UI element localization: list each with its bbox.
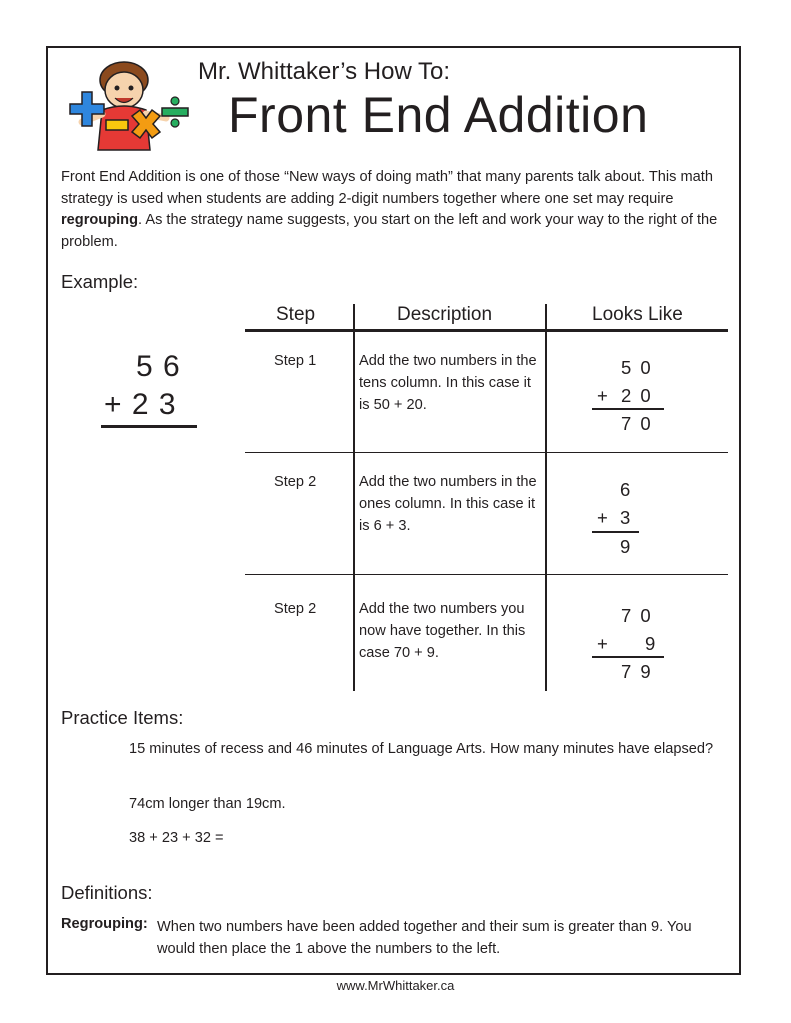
looks-like-top: 7 0 xyxy=(621,605,651,626)
looks-like-operator: + xyxy=(597,507,608,528)
definition-term: Regrouping: xyxy=(61,916,148,932)
looks-like-sum-line xyxy=(592,408,664,410)
table-row-step: Step 2 xyxy=(274,601,317,617)
page-kicker: Mr. Whittaker’s How To: xyxy=(198,58,451,85)
table-header-step: Step xyxy=(276,304,316,325)
practice-item: 74cm longer than 19cm. xyxy=(129,796,286,812)
table-divider-left xyxy=(353,304,355,691)
example-sum-line xyxy=(101,425,197,428)
looks-like-bottom: 2 0 xyxy=(621,385,651,406)
looks-like-sum-line xyxy=(592,656,664,658)
page-title: Front End Addition xyxy=(228,87,649,143)
example-bottom-number: + 2 3 xyxy=(104,388,177,421)
looks-like-operator: + xyxy=(597,633,608,654)
footer-url: www.MrWhittaker.ca xyxy=(336,978,455,993)
example-heading: Example: xyxy=(61,271,139,292)
boy-with-math-symbols-icon xyxy=(62,58,194,158)
table-row-description: Add the two numbers in the tens column. In this case it is 50 + 20. xyxy=(359,353,537,413)
table-row-divider xyxy=(245,574,728,575)
looks-like-top: 5 0 xyxy=(621,357,651,378)
definition-text: When two numbers have been added together and their sum is greater than 9. You would then place the 1 above the numbers to the left. xyxy=(157,919,692,957)
practice-item: 38 + 23 + 32 = xyxy=(129,830,224,846)
looks-like-result: 7 9 xyxy=(621,661,651,682)
table-divider-right xyxy=(545,304,547,691)
example-top-number: 5 6 xyxy=(136,350,181,383)
table-row-description: Add the two numbers you now have together. In this case 70 + 9. xyxy=(359,601,526,661)
looks-like-result: 9 xyxy=(620,536,631,557)
looks-like-bottom: 3 xyxy=(620,507,631,528)
looks-like-result: 7 0 xyxy=(621,413,651,434)
practice-heading: Practice Items: xyxy=(61,707,184,728)
intro-paragraph: Front End Addition is one of those “New ways of doing math” that many parents talk about. This math strategy is used when students are adding 2-digit numbers together where one set may require regrouping. As the strategy name suggests, you start on the left and work your way to the right of the problem. xyxy=(61,169,718,250)
intro-bold-term: regrouping xyxy=(61,212,139,228)
table-row-step: Step 1 xyxy=(274,353,317,369)
looks-like-operator: + xyxy=(597,385,608,406)
practice-item: 15 minutes of recess and 46 minutes of Language Arts. How many minutes have elapsed? xyxy=(129,741,714,757)
table-row-description: Add the two numbers in the ones column. In this case it is 6 + 3. xyxy=(359,474,537,534)
looks-like-bottom: 9 xyxy=(645,633,656,654)
table-row-divider xyxy=(245,452,728,453)
looks-like-sum-line xyxy=(592,531,639,533)
table-header-looks-like: Looks Like xyxy=(592,304,683,325)
table-header-rule xyxy=(245,329,728,332)
looks-like-top: 6 xyxy=(620,479,631,500)
table-row-step: Step 2 xyxy=(274,474,317,490)
definitions-heading: Definitions: xyxy=(61,882,153,903)
table-header-description: Description xyxy=(397,304,493,325)
